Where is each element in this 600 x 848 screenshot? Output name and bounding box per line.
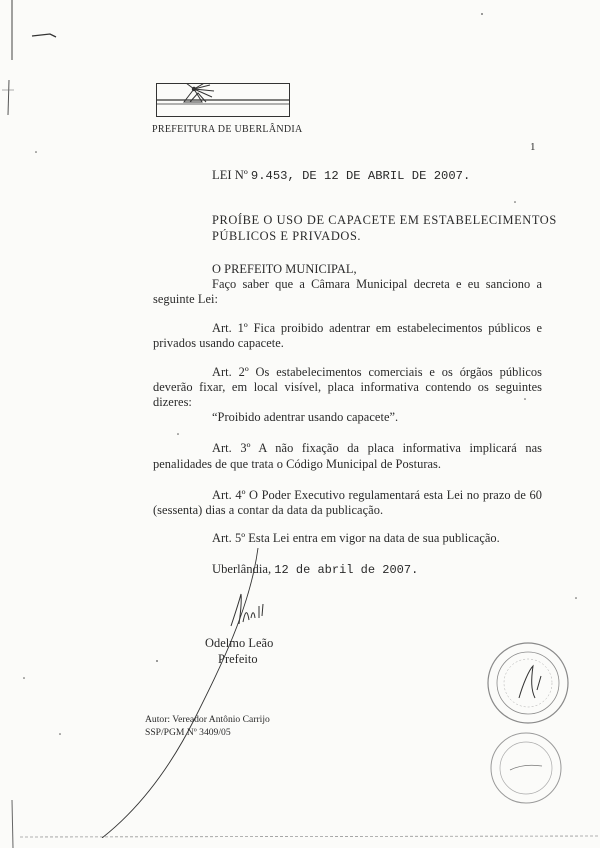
preamble-line-1: Faço saber que a Câmara Municipal decreta e eu sanciono a [212,277,542,291]
article-1-line-2: privados usando capacete. [153,336,284,350]
article-2-line-2: deverão fixar, em local visível, placa informativa contendo os seguintes [153,380,542,394]
article-4-line-1: Art. 4º O Poder Executivo regulamentará esta Lei no prazo de 60 [212,488,542,502]
article-2-line-3: dizeres: [153,395,192,409]
article-5-line-1: Art. 5º Esta Lei entra em vigor na data de sua publicação. [212,531,500,545]
author-line: Autor: Vereador Antônio Carrijo [145,714,270,725]
preamble-heading: O PREFEITO MUNICIPAL, [212,262,357,276]
reference-line: SSP/PGM Nº 3409/05 [145,727,231,738]
typed-date: 12 de abril de 2007. [274,563,419,577]
law-title-number-date: 9.453, DE 12 DE ABRIL DE 2007. [250,169,471,183]
signatory-role: Prefeito [218,652,258,666]
article-3-line-1: Art. 3º A não fixação da placa informativa implicará nas [212,441,542,455]
preamble-line-2: seguinte Lei: [153,292,218,306]
law-title-prefix: LEI Nº [212,168,248,182]
article-2-line-1: Art. 2º Os estabelecimentos comerciais e os órgãos públicos [212,365,542,379]
place-city: Uberlândia, [212,562,272,576]
signatory-name: Odelmo Leão [205,636,274,650]
article-4-line-2: (sessenta) dias a contar da data da publicação. [153,503,384,517]
ementa-line-2: PÚBLICOS E PRIVADOS. [212,229,362,243]
ementa-line-1: PROÍBE O USO DE CAPACETE EM ESTABELECIMENTOS [212,213,557,227]
article-2-quote: “Proibido adentrar usando capacete”. [212,410,399,424]
institution-name: PREFEITURA DE UBERLÂNDIA [152,124,303,135]
article-1-line-1: Art. 1º Fica proibido adentrar em estabelecimentos públicos e [212,321,542,335]
article-3-line-2: penalidades de que trata o Código Municipal de Posturas. [153,457,442,471]
page-number: 1 [530,141,536,153]
